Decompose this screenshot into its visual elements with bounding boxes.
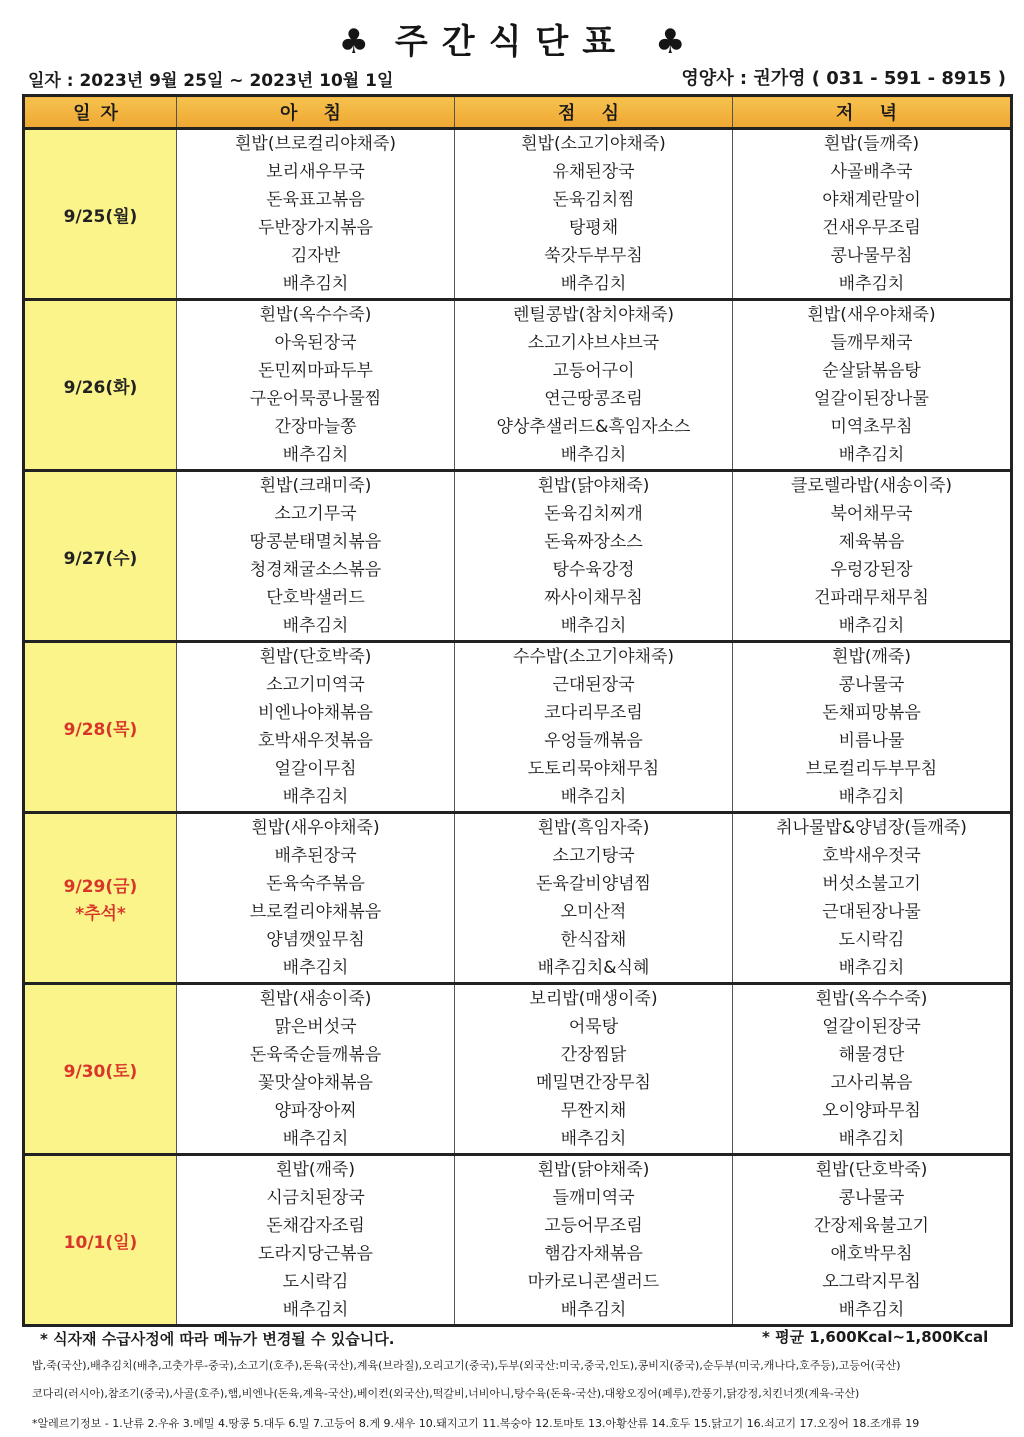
menu-item: 돈육표고볶음 bbox=[266, 190, 365, 210]
menu-table bbox=[22, 94, 1013, 1327]
menu-item: 양념깻잎무침 bbox=[266, 930, 365, 950]
menu-item: 돈채피망볶음 bbox=[822, 703, 921, 723]
menu-item: 고등어무조림 bbox=[544, 1216, 643, 1236]
menu-item: 렌틸콩밥(참치야채죽) bbox=[512, 305, 675, 325]
menu-item: 아욱된장국 bbox=[274, 333, 357, 353]
menu-item: 얼갈이무침 bbox=[274, 759, 357, 779]
day-row bbox=[24, 129, 1012, 300]
menu-item: 메밀면간장무침 bbox=[536, 1073, 651, 1093]
menu-item: 순살닭볶음탕 bbox=[822, 361, 921, 381]
menu-item: 돈육김치찜 bbox=[552, 190, 635, 210]
menu-item: 호박새우젓볶음 bbox=[258, 731, 373, 751]
lunch-cell bbox=[455, 1155, 733, 1326]
menu-item: 오미산적 bbox=[560, 902, 627, 922]
dietitian-label: 영양사 : 권가영 ( 031 - 591 - 8915 ) bbox=[681, 68, 1006, 89]
breakfast-cell bbox=[177, 642, 455, 813]
menu-item: 흰밥(옥수수죽) bbox=[259, 305, 372, 325]
menu-item: 흰밥(새송이죽) bbox=[259, 989, 372, 1009]
menu-item: 보리새우무국 bbox=[266, 162, 365, 182]
menu-item: 버섯소불고기 bbox=[822, 874, 921, 894]
menu-item: 배추김치 bbox=[838, 958, 905, 978]
day-row bbox=[24, 984, 1012, 1155]
menu-item: 마카로니콘샐러드 bbox=[527, 1272, 660, 1292]
menu-item: 브로컬리야채볶음 bbox=[249, 902, 382, 922]
dinner-cell bbox=[733, 1155, 1012, 1326]
menu-item: 오그락지무침 bbox=[822, 1272, 921, 1292]
menu-item: 제육볶음 bbox=[838, 532, 905, 552]
menu-item: 콩나물무침 bbox=[830, 246, 913, 266]
menu-item: 클로렐라밥(새송이죽) bbox=[790, 476, 953, 496]
dinner-cell bbox=[733, 129, 1012, 300]
date-label: 9/28(목) bbox=[63, 719, 138, 740]
menu-item: 무짠지채 bbox=[560, 1101, 627, 1121]
day-row bbox=[24, 300, 1012, 471]
date-cell bbox=[24, 642, 177, 813]
column-header-lunch: 점 심 bbox=[455, 96, 733, 129]
menu-item: 소고기탕국 bbox=[552, 846, 635, 866]
menu-item: 해물경단 bbox=[838, 1045, 905, 1065]
menu-item: 배추김치 bbox=[560, 616, 627, 636]
menu-item: 소고기미역국 bbox=[266, 675, 365, 695]
date-cell bbox=[24, 1155, 177, 1326]
breakfast-cell bbox=[177, 129, 455, 300]
menu-item: 야채계란말이 bbox=[822, 190, 921, 210]
menu-item: 도라지당근볶음 bbox=[258, 1244, 373, 1264]
menu-item: 배추김치 bbox=[282, 958, 349, 978]
menu-item: 탕수육강정 bbox=[552, 560, 635, 580]
menu-item: 건새우무조림 bbox=[822, 218, 921, 238]
menu-item: 탕평채 bbox=[568, 218, 619, 238]
date-label: 9/25(월) bbox=[63, 206, 138, 227]
menu-item: 땅콩분태멸치볶음 bbox=[249, 532, 382, 552]
menu-item: 콩나물국 bbox=[838, 675, 905, 695]
menu-item: 사골배추국 bbox=[830, 162, 913, 182]
menu-item: 애호박무침 bbox=[830, 1244, 913, 1264]
menu-item: 비름나물 bbox=[838, 731, 905, 751]
club-icon: ♣ bbox=[338, 22, 370, 62]
menu-item: 흰밥(새우야채죽) bbox=[807, 305, 936, 325]
menu-item: 돈육김치찌개 bbox=[544, 504, 643, 524]
menu-item: 배추김치 bbox=[282, 616, 349, 636]
menu-item: 흰밥(깨죽) bbox=[276, 1160, 355, 1180]
menu-item: 흰밥(브로컬리야채죽) bbox=[234, 134, 397, 154]
calorie-note: * 평균 1,600Kcal~1,800Kcal bbox=[762, 1328, 989, 1346]
menu-item: 보리밥(매생이죽) bbox=[529, 989, 658, 1009]
menu-item: 돈채감자조림 bbox=[266, 1216, 365, 1236]
menu-item: 꽃맛살야채볶음 bbox=[258, 1073, 373, 1093]
menu-item: 양상추샐러드&흑임자소스 bbox=[496, 417, 691, 437]
menu-item: 얼갈이된장나물 bbox=[814, 389, 929, 409]
menu-item: 도시락김 bbox=[838, 930, 905, 950]
date-cell bbox=[24, 471, 177, 642]
menu-item: 콩나물국 bbox=[838, 1188, 905, 1208]
menu-item: 배추김치 bbox=[560, 787, 627, 807]
menu-item: 흰밥(새우야채죽) bbox=[251, 818, 380, 838]
date-label: 9/27(수) bbox=[63, 548, 138, 569]
lunch-cell bbox=[455, 813, 733, 984]
menu-item: 들깨무채국 bbox=[830, 333, 913, 353]
menu-item: 흰밥(흑임자죽) bbox=[537, 818, 650, 838]
menu-item: 흰밥(단호박죽) bbox=[259, 647, 372, 667]
menu-item: 미역초무침 bbox=[830, 417, 913, 437]
menu-item: 유채된장국 bbox=[552, 162, 635, 182]
menu-item: 간장제육불고기 bbox=[814, 1216, 929, 1236]
origin-info-line: 밥,죽(국산),배추김치(배추,고춧가루-중국),소고기(호주),돈육(국산),계육(브라질),오리고기(중국),두부(외국산:미국,중국,인도),콩비지(중국),순두부(미국,캐나다,호주등),고등어(국산) bbox=[32, 1359, 901, 1372]
page-title bbox=[0, 14, 1024, 63]
dinner-cell bbox=[733, 471, 1012, 642]
breakfast-cell bbox=[177, 471, 455, 642]
menu-item: 배추김치&식혜 bbox=[537, 958, 650, 978]
menu-item: 고사리볶음 bbox=[830, 1073, 913, 1093]
menu-item: 호박새우젓국 bbox=[822, 846, 921, 866]
column-header-dinner: 저 녁 bbox=[733, 96, 1012, 129]
menu-item: 소고기샤브샤브국 bbox=[527, 333, 660, 353]
menu-item: 비엔나야채볶음 bbox=[258, 703, 373, 723]
club-icon: ♣ bbox=[654, 22, 686, 62]
menu-item: 돈육죽순들깨볶음 bbox=[249, 1045, 382, 1065]
menu-item: 흰밥(단호박죽) bbox=[815, 1160, 928, 1180]
date-cell bbox=[24, 300, 177, 471]
column-header-date: 일자 bbox=[24, 96, 177, 129]
menu-item: 흰밥(닭야채죽) bbox=[537, 476, 650, 496]
column-header-breakfast: 아 침 bbox=[177, 96, 455, 129]
menu-item: 건파래무채무침 bbox=[814, 588, 929, 608]
menu-item: 흰밥(들깨죽) bbox=[823, 134, 920, 154]
menu-item: 취나물밥&양념장(들깨죽) bbox=[776, 818, 967, 838]
dinner-cell bbox=[733, 984, 1012, 1155]
menu-item: 고등어구이 bbox=[552, 361, 635, 381]
menu-item: 배추김치 bbox=[282, 787, 349, 807]
menu-item: 근대된장국 bbox=[552, 675, 635, 695]
menu-item: 배추김치 bbox=[560, 445, 627, 465]
menu-item: 수수밥(소고기야채죽) bbox=[512, 647, 675, 667]
breakfast-cell bbox=[177, 1155, 455, 1326]
allergy-info: *알레르기정보 - 1.난류 2.우유 3.메밀 4.땅콩 5.대두 6.밀 7.고등어 8.게 9.새우 10.돼지고기 11.복숭아 12.토마토 13.아황산류 14.호두 15.닭고기 16.쇠고기 17.오징어 18.조개류 19 bbox=[32, 1417, 920, 1430]
menu-item: 연근땅콩조림 bbox=[544, 389, 643, 409]
menu-item: 돈육짜장소스 bbox=[544, 532, 643, 552]
lunch-cell bbox=[455, 300, 733, 471]
menu-item: 양파장아찌 bbox=[274, 1101, 357, 1121]
menu-item: 배추김치 bbox=[282, 445, 349, 465]
menu-item: 두반장가지볶음 bbox=[258, 218, 373, 238]
menu-item: 청경채굴소스볶음 bbox=[249, 560, 382, 580]
menu-item: 도시락김 bbox=[282, 1272, 349, 1292]
date-label: 10/1(일) bbox=[63, 1232, 138, 1253]
change-notice: * 식자재 수급사정에 따라 메뉴가 변경될 수 있습니다. bbox=[40, 1330, 395, 1348]
menu-item: 배추된장국 bbox=[274, 846, 357, 866]
dinner-cell bbox=[733, 642, 1012, 813]
menu-item: 흰밥(닭야채죽) bbox=[537, 1160, 650, 1180]
breakfast-cell bbox=[177, 813, 455, 984]
menu-item: 단호박샐러드 bbox=[266, 588, 365, 608]
holiday-note: *추석* bbox=[75, 904, 126, 924]
menu-item: 흰밥(깨죽) bbox=[832, 647, 911, 667]
origin-info-line: 코다리(러시아),참조기(중국),사골(호주),햄,비엔나(돈육,계육-국산),베이컨(외국산),떡갈비,너비아니,탕수육(돈육-국산),대왕오징어(페루),깐풍기,닭강정,치킨너겟(계육-국산) bbox=[32, 1387, 860, 1400]
menu-item: 들깨미역국 bbox=[552, 1188, 635, 1208]
menu-item: 북어채무국 bbox=[830, 504, 913, 524]
date-label: 9/29(금) bbox=[63, 877, 138, 897]
menu-item: 맑은버섯국 bbox=[274, 1017, 357, 1037]
breakfast-cell bbox=[177, 300, 455, 471]
menu-item: 햄감자채볶음 bbox=[544, 1244, 643, 1264]
menu-item: 배추김치 bbox=[838, 1300, 905, 1320]
menu-item: 얼갈이된장국 bbox=[822, 1017, 921, 1037]
date-label: 9/26(화) bbox=[63, 377, 138, 398]
menu-item: 한식잡채 bbox=[560, 930, 627, 950]
menu-item: 어묵탕 bbox=[568, 1017, 619, 1037]
menu-item: 배추김치 bbox=[282, 274, 349, 294]
menu-item: 돈민찌마파두부 bbox=[258, 361, 373, 381]
day-row bbox=[24, 471, 1012, 642]
menu-item: 배추김치 bbox=[838, 274, 905, 294]
menu-item: 흰밥(소고기야채죽) bbox=[521, 134, 666, 154]
header-row bbox=[24, 96, 1012, 129]
title-text: 주간식단표 bbox=[394, 22, 630, 62]
date-cell bbox=[24, 129, 177, 300]
lunch-cell bbox=[455, 471, 733, 642]
dinner-cell bbox=[733, 300, 1012, 471]
menu-item: 돈육갈비양념찜 bbox=[536, 874, 651, 894]
menu-item: 근대된장나물 bbox=[822, 902, 921, 922]
menu-item: 간장찜닭 bbox=[560, 1045, 627, 1065]
menu-item: 배추김치 bbox=[560, 1129, 627, 1149]
day-row bbox=[24, 1155, 1012, 1326]
menu-item: 브로컬리두부무침 bbox=[805, 759, 938, 779]
menu-item: 우렁강된장 bbox=[830, 560, 913, 580]
date-label: 9/30(토) bbox=[63, 1061, 138, 1082]
date-cell bbox=[24, 813, 177, 984]
menu-item: 짜사이채무침 bbox=[544, 588, 643, 608]
menu-item: 배추김치 bbox=[560, 274, 627, 294]
menu-item: 우엉들깨볶음 bbox=[544, 731, 643, 751]
menu-item: 쑥갓두부무침 bbox=[544, 246, 643, 266]
menu-item: 배추김치 bbox=[838, 616, 905, 636]
menu-item: 소고기무국 bbox=[274, 504, 357, 524]
date-cell bbox=[24, 984, 177, 1155]
day-row bbox=[24, 642, 1012, 813]
menu-item: 흰밥(크래미죽) bbox=[259, 476, 372, 496]
period-label: 일자 : 2023년 9월 25일 ~ 2023년 10월 1일 bbox=[28, 71, 394, 91]
menu-body bbox=[24, 129, 1012, 1326]
menu-item: 간장마늘쫑 bbox=[274, 417, 357, 437]
menu-item: 배추김치 bbox=[282, 1129, 349, 1149]
menu-item: 흰밥(옥수수죽) bbox=[815, 989, 928, 1009]
menu-item: 돈육숙주볶음 bbox=[266, 874, 365, 894]
lunch-cell bbox=[455, 642, 733, 813]
day-row bbox=[24, 813, 1012, 984]
menu-item: 배추김치 bbox=[560, 1300, 627, 1320]
menu-item: 오이양파무침 bbox=[822, 1101, 921, 1121]
menu-item: 배추김치 bbox=[838, 445, 905, 465]
menu-item: 배추김치 bbox=[838, 1129, 905, 1149]
menu-item: 김자반 bbox=[290, 246, 341, 266]
menu-item: 시금치된장국 bbox=[266, 1188, 365, 1208]
menu-item: 배추김치 bbox=[838, 787, 905, 807]
lunch-cell bbox=[455, 984, 733, 1155]
dinner-cell bbox=[733, 813, 1012, 984]
menu-item: 구운어묵콩나물찜 bbox=[249, 389, 382, 409]
breakfast-cell bbox=[177, 984, 455, 1155]
menu-item: 코다리무조림 bbox=[544, 703, 643, 723]
lunch-cell bbox=[455, 129, 733, 300]
menu-item: 도토리묵야채무침 bbox=[527, 759, 660, 779]
menu-item: 배추김치 bbox=[282, 1300, 349, 1320]
